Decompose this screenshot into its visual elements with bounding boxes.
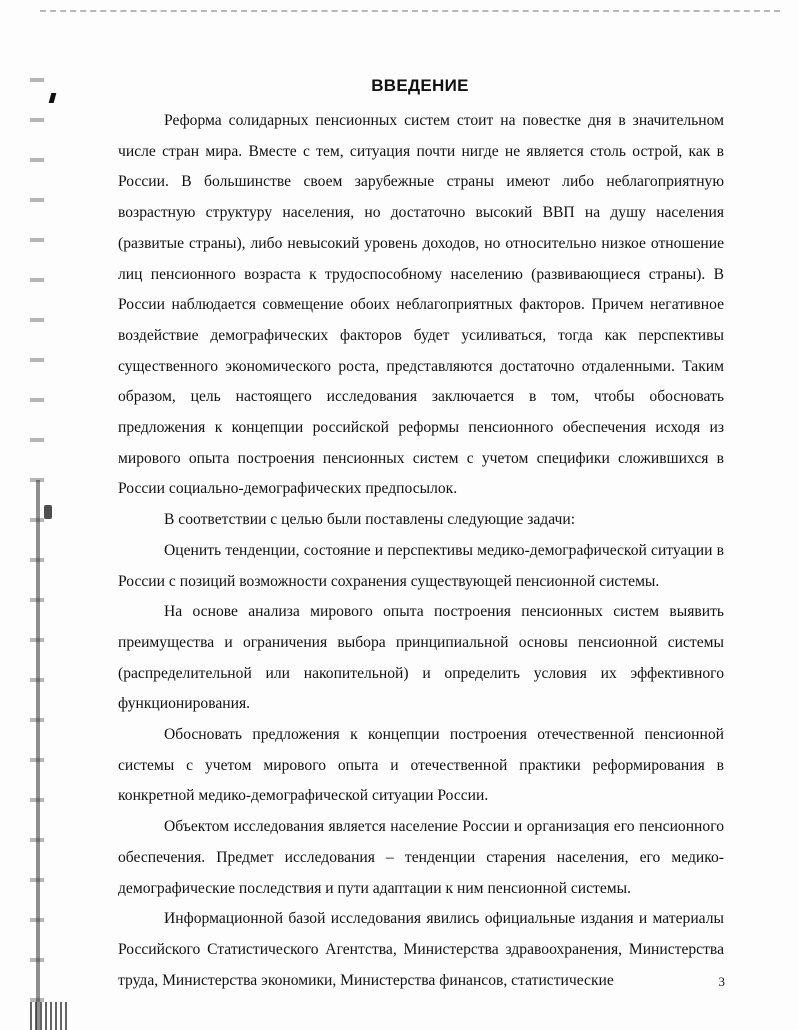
scan-edge-artifact-bottom <box>30 1002 70 1030</box>
paragraph: Реформа солидарных пенсионных систем стоит на повестке дня в значительном числе стран мира. Вместе с тем, ситуация почти нигде не является столь острой, как в России. В большинстве своем зарубежные страны имеют либо неблагоприятную возрастную структуру населения, но достаточно высокий ВВП на душу населения (развитые страны), либо невысокий уровень доходов, но относительно низкое отношение лиц пенсионного возраста к трудоспособному населению (развивающиеся страны). В России наблюдается совмещение обоих неблагоприятных факторов. Причем негативное воздействие демографических факторов будет усиливаться, тогда как перспективы существенного экономического роста, представляются достаточно отдаленными. Таким образом, цель настоящего исследования заключается в том, чтобы обосновать предложения к концепции российской реформы пенсионного обеспечения исходя из мирового опыта построения пенсионных систем с учетом специфики сложившихся в России социально-демографических предпосылок. <box>118 112 724 498</box>
page-title: ВВЕДЕНИЕ <box>371 76 469 95</box>
scan-edge-artifact-top <box>40 10 780 12</box>
paragraph: Информационной базой исследования явились официальные издания и материалы Российского Статистического Агентства, Министерства здравоохранения, Министерства труда, Министерства экономики, Министерства финансов, статистические <box>118 910 724 989</box>
page-number: 3 <box>718 974 725 989</box>
paragraph: В соответствии с целью были поставлены следующие задачи: <box>164 511 576 529</box>
scan-edge-artifact-left-line <box>36 480 40 1030</box>
paragraph: Оценить тенденции, состояние и перспективы медико-демографической ситуации в России с позиций возможности сохранения существующей пенсионной системы. <box>118 541 724 590</box>
scan-mark <box>44 505 52 519</box>
paragraph: Обосновать предложения к концепции построения отечественной пенсионной системы с учетом мирового опыта и отечественной практики реформирования в конкретной медико-демографической ситуации России. <box>118 726 724 805</box>
paragraph: Объектом исследования является население России и организация его пенсионного обеспечения. Предмет исследования – тенденции старения населения, его медико-демографические последствия и пути адаптации к ним пенсионной системы. <box>118 818 724 897</box>
paragraph: На основе анализа мирового опыта построения пенсионных систем выявить преимущества и ограничения выбора принципиальной основы пенсионной системы (распределительной или накопительной) и определить условия их эффективного функционирования. <box>118 603 724 713</box>
document-body <box>118 106 724 996</box>
